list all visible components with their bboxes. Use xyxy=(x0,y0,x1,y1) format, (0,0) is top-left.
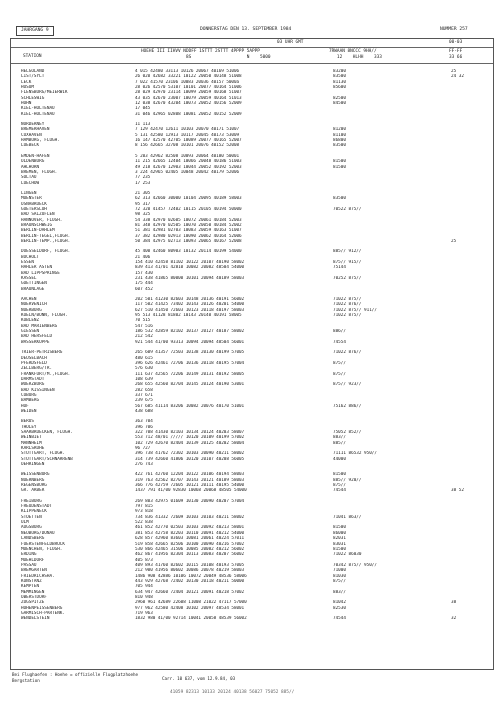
observation-codes: 734 836 41332 72609 10103 20103 40211 58002 xyxy=(135,514,245,520)
observation-codes: 5 131 42580 12913 10117 20045 40173 53009 xyxy=(135,132,240,138)
station-name: BREMGARTEN xyxy=(21,568,47,574)
station-name: GOETTINGEN xyxy=(21,281,47,287)
station-name: LINGEN xyxy=(21,190,37,196)
table-row xyxy=(11,239,493,244)
extra-codes: 875// xyxy=(333,371,346,377)
observation-codes: 381 853 42758 82203 10110 20091 40212 54000 xyxy=(135,530,245,536)
column-wind-line1: FF-FF xyxy=(449,49,463,54)
observation-codes: 405 873 xyxy=(135,557,153,563)
observation-codes: 28 026 42570 53107 10101 20077 40164 51006 xyxy=(135,85,242,91)
station-name: KASSEL xyxy=(21,276,37,282)
station-name: STOETTEN xyxy=(21,514,42,520)
observation-codes: 50 384 42975 02713 10093 20065 40167 52008 xyxy=(135,238,242,244)
station-name: MUEHLDORF xyxy=(21,557,45,563)
table-row xyxy=(11,462,493,467)
report-date: DONNERSTAG DEN 13. SEPTEMBER 1984 xyxy=(200,27,292,32)
station-name: HOF xyxy=(21,403,29,409)
wind-gust: 38 52 xyxy=(451,488,464,494)
extra-codes: 71041 863// xyxy=(333,514,362,520)
observation-codes: 567 685 41114 83206 10082 20076 40170 51001 xyxy=(135,403,245,409)
extra-codes: 883// xyxy=(333,589,346,595)
station-name: OSNABRUECK xyxy=(21,201,47,207)
observation-codes: 212 542 xyxy=(135,334,153,340)
observation-codes: 363 704 xyxy=(135,419,153,425)
wind-gust: 25 xyxy=(451,238,457,244)
observation-codes: 231 438 41865 80000 10101 20094 40189 58003 xyxy=(135,276,245,282)
observation-codes: 11 113 xyxy=(135,122,151,128)
header-rule-top xyxy=(11,47,493,48)
observation-codes: 438 688 xyxy=(135,408,153,414)
station-name: BAD KISSINGEN xyxy=(21,387,55,393)
footer-legend-mountain: Bergstation xyxy=(12,677,40,683)
observation-codes: 72 320 41457 72402 10115 20105 40194 50000 xyxy=(135,206,242,212)
station-name: AUGSBURG xyxy=(21,525,42,531)
extra-codes: 86800 xyxy=(333,138,346,144)
extra-codes: 875// 915// xyxy=(333,260,362,265)
observation-codes: 977 962 42580 42408 10102 20097 48534 58001 xyxy=(135,605,245,611)
extra-codes: 70522 875// xyxy=(333,206,362,212)
observation-codes: 31 046 42965 02808 10081 20052 40152 52009 xyxy=(135,111,242,117)
extra-codes: 83200 xyxy=(333,69,346,74)
station-name: HAHLER ASTEN xyxy=(21,265,53,271)
extra-codes: 875// xyxy=(333,578,346,584)
observation-codes: 282 658 xyxy=(135,387,153,393)
station-name: FUERSTENFELDBRUCK xyxy=(21,541,65,547)
station-name: LUEBECK xyxy=(21,143,40,149)
station-name: SOLTAU xyxy=(21,175,37,181)
extra-codes: 75162 886// xyxy=(333,403,362,409)
observation-codes: 269 803 42975 01609 10130 20090 40207 57004 xyxy=(135,498,245,504)
observation-codes: 396 738 41762 72302 10103 20090 40211 58002 xyxy=(135,451,245,457)
jahrgang-label: JAHRGANG 9 xyxy=(16,26,54,36)
observation-codes: 337 671 xyxy=(135,392,153,398)
station-name: FREUDENSTADT xyxy=(21,504,53,510)
extra-codes: 81500 xyxy=(333,546,346,552)
observation-codes: 102 729 42670 82404 10139 20125 40202 58004 xyxy=(135,440,245,446)
time-range-label: 00-03 xyxy=(449,40,463,45)
station-group xyxy=(11,154,493,186)
station-name: ESSEN xyxy=(21,260,34,265)
observation-codes: 77 235 xyxy=(135,175,151,181)
observation-codes: 11 215 42665 12404 10066 20048 40186 51003 xyxy=(135,159,242,165)
station-name: BERLIN-DAHLEM xyxy=(21,228,55,234)
extra-codes: 81130 xyxy=(333,79,346,85)
extra-codes: 81100 xyxy=(333,132,346,138)
column-codes-line2: 8S N 5000 xyxy=(141,54,271,60)
observation-codes: 95 513 41128 81802 10143 20140 40191 58005 xyxy=(135,313,242,319)
station-name: BAD SALZUFLEN xyxy=(21,212,55,218)
table-row xyxy=(11,488,493,493)
station-name: WEISSENBURG xyxy=(21,472,50,478)
extra-codes: 85600 xyxy=(333,85,346,91)
observation-codes: 21 406 xyxy=(135,254,151,260)
extra-codes: 81042 xyxy=(333,600,346,606)
footer-legend-airport: Bei Flughaefen : Hoehe = offizielle Flugplatzhoehe xyxy=(12,672,139,677)
station-name: BAD MARIENBERG xyxy=(21,323,58,329)
extra-codes: 81500 xyxy=(333,525,346,531)
observation-codes: 111 637 42565 72206 10149 20131 40192 58005 xyxy=(135,371,245,377)
extra-codes: 71022 86030 xyxy=(333,552,362,558)
observation-codes: 839 413 41/01 42810 10082 20082 48504 54000 xyxy=(135,265,245,271)
observation-codes: 462 867 41956 82304 10113 20083 40207 56002 xyxy=(135,552,245,558)
station-name: EMDEN-HAFEN xyxy=(21,153,50,159)
extra-codes: 84500 xyxy=(333,101,346,107)
station-name: BAD HERSFELD xyxy=(21,334,53,340)
station-group xyxy=(11,499,493,622)
station-name: CUXHAVEN xyxy=(21,132,42,138)
observation-codes: 5 203 42962 82508 10093 20064 40180 50001 xyxy=(135,153,240,159)
station-name: FRANKFURT/M.,FLUGH. xyxy=(21,371,71,377)
station-name: BOCHOLT xyxy=(21,254,40,260)
extra-codes: 70252 875// xyxy=(333,276,362,282)
extra-codes: 74544 xyxy=(333,488,346,494)
observation-codes: 443 929 42768 72402 10130 20118 40211 50000 xyxy=(135,578,245,584)
observation-codes: 70 515 xyxy=(135,318,151,324)
station-name: NEUBURG/DONAU xyxy=(21,530,55,536)
observation-codes: 8 156 42665 32708 10101 20076 40152 52008 xyxy=(135,143,240,149)
station-group xyxy=(11,249,493,292)
extra-codes: 81500 xyxy=(333,159,346,165)
extra-codes: 82500 xyxy=(333,95,346,101)
station-name: OBERSTDORF xyxy=(21,594,47,600)
station-name: HELGOLAND xyxy=(21,69,45,74)
observation-codes: 973 818 xyxy=(135,509,153,515)
observation-codes: 797 815 xyxy=(135,504,153,510)
column-codes-line1: HOEHE III IIHVV NDDFF 1STTT 2STTT 4PPPP 5APPP xyxy=(141,49,260,54)
observation-codes: 43 035 42670 23007 10079 20059 40164 51013 xyxy=(135,95,242,101)
observation-codes: 607 452 xyxy=(135,286,153,292)
station-name: DUESSELDORF, FLUGH. xyxy=(21,249,71,255)
extra-codes: 83500 xyxy=(333,196,346,202)
extra-codes: 83500 xyxy=(333,74,346,80)
observation-codes: 54 338 42970 02605 10072 20061 40184 52003 xyxy=(135,217,242,223)
station-name: STUTTGART/SCHNARRENB xyxy=(21,456,73,462)
table-body xyxy=(11,69,493,627)
footer xyxy=(12,672,236,683)
observation-codes: 17 045 xyxy=(135,106,151,112)
observation-codes: 157 430 xyxy=(135,270,153,276)
observation-codes: 319 763 42562 82707 10143 20121 40189 58003 xyxy=(135,477,245,483)
station-name: DEUSELBACH xyxy=(21,355,47,361)
station-name: MUENSTER xyxy=(21,196,42,202)
observation-codes: 1437 791 41/00 92830 10068 20068 48505 54000 xyxy=(135,488,247,494)
observation-codes: 409 893 41760 82602 10115 20108 40193 57005 xyxy=(135,562,245,568)
extra-codes: 71022 875// xyxy=(333,313,362,319)
extra-codes: 71000 xyxy=(333,568,346,574)
station-name: TRIER-PETRISBERG xyxy=(21,350,63,356)
observation-codes: 51 381 42981 02703 10083 20059 40163 51007 xyxy=(135,228,242,234)
station-name: KEMPTEN xyxy=(21,584,40,590)
observation-codes: 7 022 41570 23106 10083 20036 40157 5000a xyxy=(135,79,240,85)
wind-gust: 24 32 xyxy=(451,74,464,80)
station-name: BREMERHAVEN xyxy=(21,127,50,133)
station-name: THOLEY xyxy=(21,424,37,430)
station-name: KOBLENZ xyxy=(21,318,40,324)
extra-codes: 86000 xyxy=(333,530,346,536)
observation-codes: 422 761 42760 12204 10122 20106 40194 58003 xyxy=(135,472,245,478)
station-name: FLENSBURG/MEIERWIK xyxy=(21,90,68,96)
observation-codes: 108 639 xyxy=(135,376,153,382)
table-row xyxy=(11,181,493,186)
station-name: WENDELSTEIN xyxy=(21,616,50,622)
observation-codes: 98 325 xyxy=(135,212,151,218)
station-name: KLIPPENECK xyxy=(21,509,47,515)
observation-codes: 2960 961 42689 22608 11008 21022 47117 57000 xyxy=(135,600,247,606)
table-time-header xyxy=(11,39,493,47)
observation-codes: 96 727 xyxy=(135,446,151,451)
station-name: BRAUNSCHWEIG xyxy=(21,222,53,228)
table-row xyxy=(11,616,493,621)
observation-table xyxy=(10,38,494,670)
station-name: PASSAU xyxy=(21,562,37,568)
station-name: AACHEN xyxy=(21,297,37,303)
table-row xyxy=(11,112,493,117)
station-name: HUSUM xyxy=(21,85,34,91)
observation-codes: 3 224 42965 02405 10048 20042 40179 52006 xyxy=(135,169,240,175)
station-name: BERLIN-TEMP.,FLUGH. xyxy=(21,238,71,244)
observation-codes: 16 147 42570 42705 10089 20077 40165 52007 xyxy=(135,138,242,144)
station-name: BRAUNLAGE xyxy=(21,286,45,292)
observation-codes: 45 400 42460 80903 10132 20114 40199 54000 xyxy=(135,249,242,255)
extra-codes: 82530 xyxy=(333,605,346,611)
report-number: NUMMER 257 xyxy=(440,27,468,32)
observation-codes: 627 510 41450 72603 10123 20118 40197 58003 xyxy=(135,307,245,313)
header-rule-bottom xyxy=(11,63,493,64)
station-group xyxy=(11,191,493,244)
station-name: GARMISCH-PARTENK. xyxy=(21,610,65,616)
extra-codes: 81030 xyxy=(333,573,346,579)
extra-codes: 74554 xyxy=(333,339,346,345)
station-name: MEMMINGEN xyxy=(21,589,45,595)
observation-codes: 175 444 xyxy=(135,281,153,287)
observation-codes: 186 532 42859 82102 10137 20127 40187 58002 xyxy=(135,329,245,335)
station-name: LECK xyxy=(21,79,32,85)
observation-codes: 12 038 42670 43204 10073 20052 40156 52009 xyxy=(135,101,242,107)
footer-reference: Carr. 10 637, vom 12.9.84, 03 xyxy=(162,676,236,681)
station-name: FRIEDRICHSHA. xyxy=(21,573,55,579)
table-row xyxy=(11,409,493,414)
observation-codes: 519 858 42665 82506 10100 20090 40216 57002 xyxy=(135,541,245,547)
observation-codes: 95 317 xyxy=(135,201,151,207)
extra-codes: 81500 xyxy=(333,164,346,170)
observation-codes: 705 944 xyxy=(135,584,153,590)
observation-codes: 396 626 42461 72706 10136 20118 40195 57004 xyxy=(135,360,245,366)
extra-codes: 82031 xyxy=(333,536,346,542)
station-name: ZUGSPITZE xyxy=(21,600,45,606)
observation-codes: 4 015 42480 33113 10126 20067 40169 51006 xyxy=(135,69,240,74)
extra-codes: 74544 xyxy=(333,616,346,622)
observation-codes: 21 305 xyxy=(135,190,151,196)
station-name: HOHENPEISSENBERG xyxy=(21,605,63,611)
observation-codes: 480 615 xyxy=(135,355,153,361)
station-group xyxy=(11,69,493,117)
extra-codes: 875// xyxy=(333,360,346,366)
utc-time-label: 03 UHR GMT xyxy=(277,40,304,45)
station-group xyxy=(11,472,493,493)
extra-codes: 81500 xyxy=(333,472,346,478)
station-name: NUERBURG xyxy=(21,307,42,313)
extra-codes: 71022 876// xyxy=(333,350,362,356)
observation-codes: 1832 980 41/00 92714 10041 20058 48539 56002 xyxy=(135,616,247,622)
observation-codes: 921 544 41/00 93313 10094 20094 48504 56001 xyxy=(135,339,245,345)
extra-codes: 71022 875// xyxy=(333,297,362,303)
station-name: WEIDEN xyxy=(21,408,37,414)
observation-codes: 81 348 42970 02505 10070 20050 40184 52002 xyxy=(135,222,242,228)
observation-codes: 62 313 42660 30000 10104 20095 40189 58003 xyxy=(135,196,242,202)
column-extra-line2: 12 HLHH 333 xyxy=(329,54,382,60)
observation-codes: 49 218 42670 12903 10044 20052 40192 52003 xyxy=(135,164,242,170)
table-row xyxy=(11,143,493,148)
observation-codes: 265 609 41357 72503 10138 20130 40199 57005 xyxy=(135,350,245,356)
station-name: HOHN xyxy=(21,101,32,107)
station-name: STUTTGART, FLUGH. xyxy=(21,451,65,457)
extra-codes: 71022 876// xyxy=(333,302,362,308)
station-name: SCHLESWIG xyxy=(21,95,45,101)
observation-codes: 634 947 42660 72404 10121 20091 40218 57002 xyxy=(135,589,245,595)
station-name: NOERVENICH xyxy=(21,302,47,308)
extra-codes: 83500 xyxy=(333,143,346,149)
extra-codes: 75144 xyxy=(333,265,346,271)
wind-gust: 25 xyxy=(451,69,457,74)
station-name: COBURG xyxy=(21,392,37,398)
table-row xyxy=(11,340,493,345)
extra-codes: 70342 875// 950// xyxy=(333,562,377,568)
station-group xyxy=(11,297,493,345)
station-name: KIEL-HOLTENAU xyxy=(21,106,55,112)
wind-gust: 38 xyxy=(451,600,457,606)
observation-codes: 202 501 41230 82603 10148 20136 40191 56002 xyxy=(135,297,245,303)
observation-codes: 7 129 42470 12611 10103 20070 40171 51007 xyxy=(135,127,240,133)
extra-codes: 44000 xyxy=(333,456,346,462)
station-name: FREIBURG xyxy=(21,498,42,504)
observation-codes: 37 382 42980 02913 10090 20062 40164 52006 xyxy=(135,233,242,239)
extra-codes: 886// xyxy=(333,329,346,335)
station-name: PFERDSFELD xyxy=(21,360,47,366)
extra-codes: 885// 912// xyxy=(333,249,362,255)
extra-codes: 81200 xyxy=(333,127,346,133)
station-name: KOELN/BONN, FLUGH. xyxy=(21,313,68,319)
station-name: LANDSBERG xyxy=(21,536,45,542)
station-name: LIST/SYLT xyxy=(21,74,45,80)
station-name: DARMSTADT xyxy=(21,376,45,382)
station-name: LUECHOW xyxy=(21,180,40,186)
station-name: GR. ARBER xyxy=(21,488,45,494)
observation-codes: 322 708 41430 82103 10134 20124 40203 58007 xyxy=(135,429,245,435)
observation-codes: 628 857 42960 83603 10081 20061 40224 57011 xyxy=(135,536,245,542)
station-name: AHLHORN xyxy=(21,164,40,170)
station-name: BAMBERG xyxy=(21,398,40,404)
extra-codes: 83031 xyxy=(333,541,346,547)
station-name: MANNHEIM xyxy=(21,440,42,446)
observation-codes: 314 739 42660 41806 10120 20107 40208 56005 xyxy=(135,456,245,462)
station-name: BAD LIPPSPRINGE xyxy=(21,270,60,276)
station-name: NUERNBERG xyxy=(21,477,45,483)
observation-codes: 117 502 41425 73402 10143 20126 40201 54000 xyxy=(135,302,245,308)
observation-codes: 719 963 xyxy=(135,610,153,616)
observation-codes: 17 253 xyxy=(135,180,151,186)
station-name: OLDENBURG xyxy=(21,159,45,165)
observation-codes: 154 410 42458 81102 10122 20107 40190 58002 xyxy=(135,260,245,265)
station-group xyxy=(11,350,493,414)
extra-codes: 75052 852// xyxy=(333,429,362,435)
observation-codes: 576 630 xyxy=(135,366,153,372)
station-name: WASSERKUPPE xyxy=(21,339,50,345)
observation-codes: 547 516 xyxy=(135,323,153,329)
observation-codes: 239 675 xyxy=(135,398,153,404)
station-name: KONSTANZ xyxy=(21,578,42,584)
observation-codes: 553 712 48/01 ///// 10120 20109 40199 57002 xyxy=(135,435,245,441)
station-name: BREMEN, FLUGH. xyxy=(21,169,58,175)
table-row xyxy=(11,287,493,292)
column-extra-line1: 7RWAAN 8NCCC 9HH// xyxy=(329,49,377,54)
extra-codes: 885// 920// xyxy=(333,477,362,483)
station-name: ZELLBERG/TR. xyxy=(21,366,53,372)
station-group xyxy=(11,419,493,467)
station-name: BERUS xyxy=(21,419,34,425)
extra-codes: 883// xyxy=(333,435,346,441)
station-name: HAMBURG, FLUGH. xyxy=(21,138,60,144)
observation-codes: 810 948 xyxy=(135,594,153,600)
station-name: KARLSRUHE xyxy=(21,446,45,451)
column-wind-line2: 33 66 xyxy=(449,54,463,60)
station-name: ERDING xyxy=(21,552,37,558)
report-header xyxy=(0,24,504,36)
station-name: WUERZBURG xyxy=(21,382,45,388)
column-station: STATION xyxy=(23,54,42,59)
observation-codes: 461 852 42770 02503 10103 20092 40213 58001 xyxy=(135,525,245,531)
observation-codes: 212 900 41956 80602 10086 20078 40219 58003 xyxy=(135,568,245,574)
station-name: KIEL-HOLTENAU xyxy=(21,111,55,117)
observation-codes: 276 743 xyxy=(135,462,153,468)
observation-codes: 1486 908 42886 10106 10072 20049 48536 58006 xyxy=(135,573,247,579)
observation-codes: 268 655 42560 82704 10145 20124 40190 53001 xyxy=(135,382,245,388)
observation-codes: 396 706 xyxy=(135,424,153,430)
station-group xyxy=(11,122,493,149)
station-name: HANNOVER, FLUGH. xyxy=(21,217,63,223)
observation-codes: 530 866 42465 31506 10085 20082 40212 56002 xyxy=(135,546,245,552)
bottom-code-line: 41059 82313 10133 20124 40138 56027 75052 885// xyxy=(170,690,295,695)
extra-codes: 885// xyxy=(333,440,346,446)
observation-codes: 522 838 xyxy=(135,520,153,526)
station-name: OEHRINGEN xyxy=(21,462,45,468)
station-name: MUENCHEN, FLUGH. xyxy=(21,546,63,552)
observation-codes: 28 029 42970 23114 10099 20059 40168 51007 xyxy=(135,90,242,96)
station-name: WEINBIET xyxy=(21,435,42,441)
station-name: NORDERNEY xyxy=(21,122,45,128)
station-name: ULM xyxy=(21,520,29,526)
station-name: BERLIN-TEGEL,FLUGH. xyxy=(21,233,71,239)
extra-codes: 71022 875// 911// xyxy=(333,307,377,313)
station-name: GIESSEN xyxy=(21,329,40,335)
extra-codes: 875// xyxy=(333,483,346,489)
observation-codes: 26 020 42682 33221 10122 20050 40148 51008 xyxy=(135,74,242,80)
station-name: GUETERSLOH xyxy=(21,206,47,212)
observation-codes: 366 776 42759 72605 10121 20111 40195 54000 xyxy=(135,483,245,489)
wind-gust: 32 xyxy=(451,616,457,622)
station-name: REGENSBURG xyxy=(21,483,47,489)
extra-codes: 875// 923// xyxy=(333,382,362,388)
station-name: SAARBRUECKEN, FLUGH. xyxy=(21,429,73,435)
extra-codes: 71111 86532 950// xyxy=(333,451,377,457)
